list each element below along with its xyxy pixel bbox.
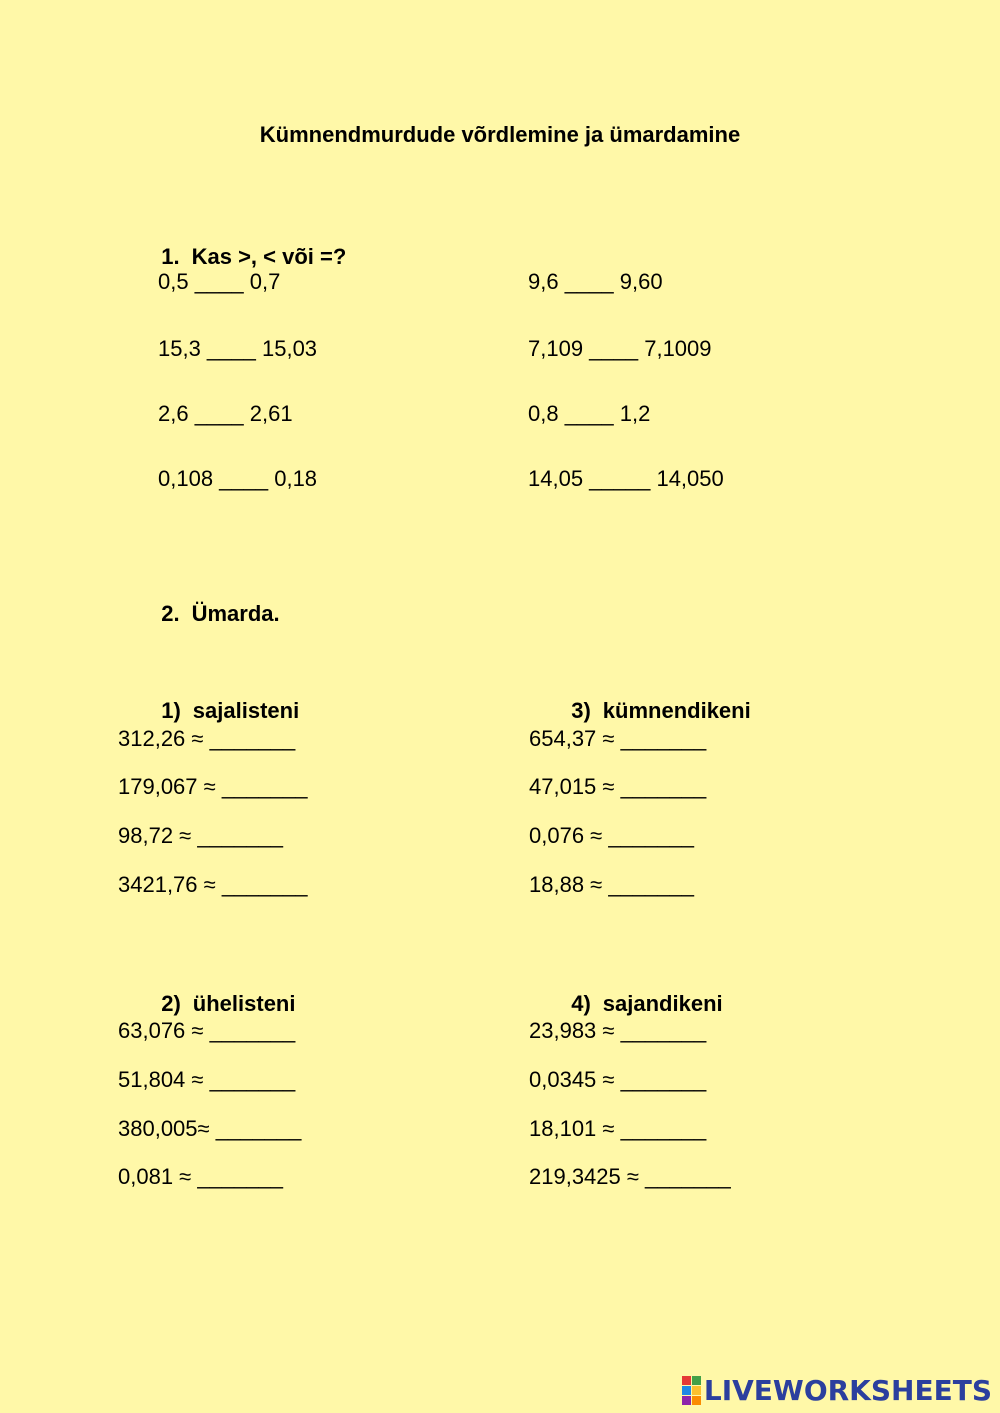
round-item: 179,067 ≈ _______ [118,774,308,799]
group-heading-kumnendikeni [559,678,751,722]
page-title: Kümnendmurdude võrdlemine ja ümardamine [259,122,741,147]
liveworksheets-logo-text: LIVEWORKSHEETS [703,1373,992,1407]
section-1-number: 1. [161,244,180,269]
group-heading-sajalisteni [149,678,299,722]
round-item: 47,015 ≈ _______ [529,774,707,799]
section-2-number: 2. [161,601,180,626]
compare-item: 9,6 ____ 9,60 [528,269,663,294]
liveworksheets-logo-icon [682,1376,701,1405]
group-number: 4) [571,991,591,1016]
compare-item: 14,05 _____ 14,050 [528,466,724,491]
section-2-heading [149,581,280,625]
round-item: 51,804 ≈ _______ [118,1067,296,1092]
group-label: ühelisteni [192,991,296,1016]
liveworksheets-logo [682,1373,992,1407]
round-item: 219,3425 ≈ _______ [529,1164,731,1189]
round-item: 0,0345 ≈ _______ [529,1067,707,1092]
group-number: 3) [571,698,591,723]
round-item: 18,101 ≈ _______ [529,1116,707,1141]
compare-item: 2,6 ____ 2,61 [158,401,293,426]
compare-item: 0,108 ____ 0,18 [158,466,318,491]
compare-item: 7,109 ____ 7,1009 [528,336,712,361]
round-item: 63,076 ≈ _______ [118,1018,296,1043]
round-item: 654,37 ≈ _______ [529,726,707,751]
compare-item: 0,8 ____ 1,2 [528,401,651,426]
round-item: 0,081 ≈ _______ [118,1164,283,1189]
round-item: 3421,76 ≈ _______ [118,872,308,897]
section-2-title: Ümarda. [191,601,280,626]
section-1-title: Kas >, < või =? [191,244,347,269]
section-1-heading [149,224,346,268]
group-heading-sajandikeni [559,971,723,1015]
round-item: 0,076 ≈ _______ [529,823,694,848]
round-item: 380,005≈ _______ [118,1116,302,1141]
compare-item: 15,3 ____ 15,03 [158,336,318,361]
round-item: 23,983 ≈ _______ [529,1018,707,1043]
compare-item: 0,5 ____ 0,7 [158,269,281,294]
group-label: sajandikeni [602,991,723,1016]
group-number: 2) [161,991,181,1016]
group-label: sajalisteni [192,698,300,723]
group-label: kümnendikeni [602,698,751,723]
group-number: 1) [161,698,181,723]
round-item: 98,72 ≈ _______ [118,823,283,848]
round-item: 18,88 ≈ _______ [529,872,694,897]
round-item: 312,26 ≈ _______ [118,726,296,751]
group-heading-uhelisteni [149,971,295,1015]
